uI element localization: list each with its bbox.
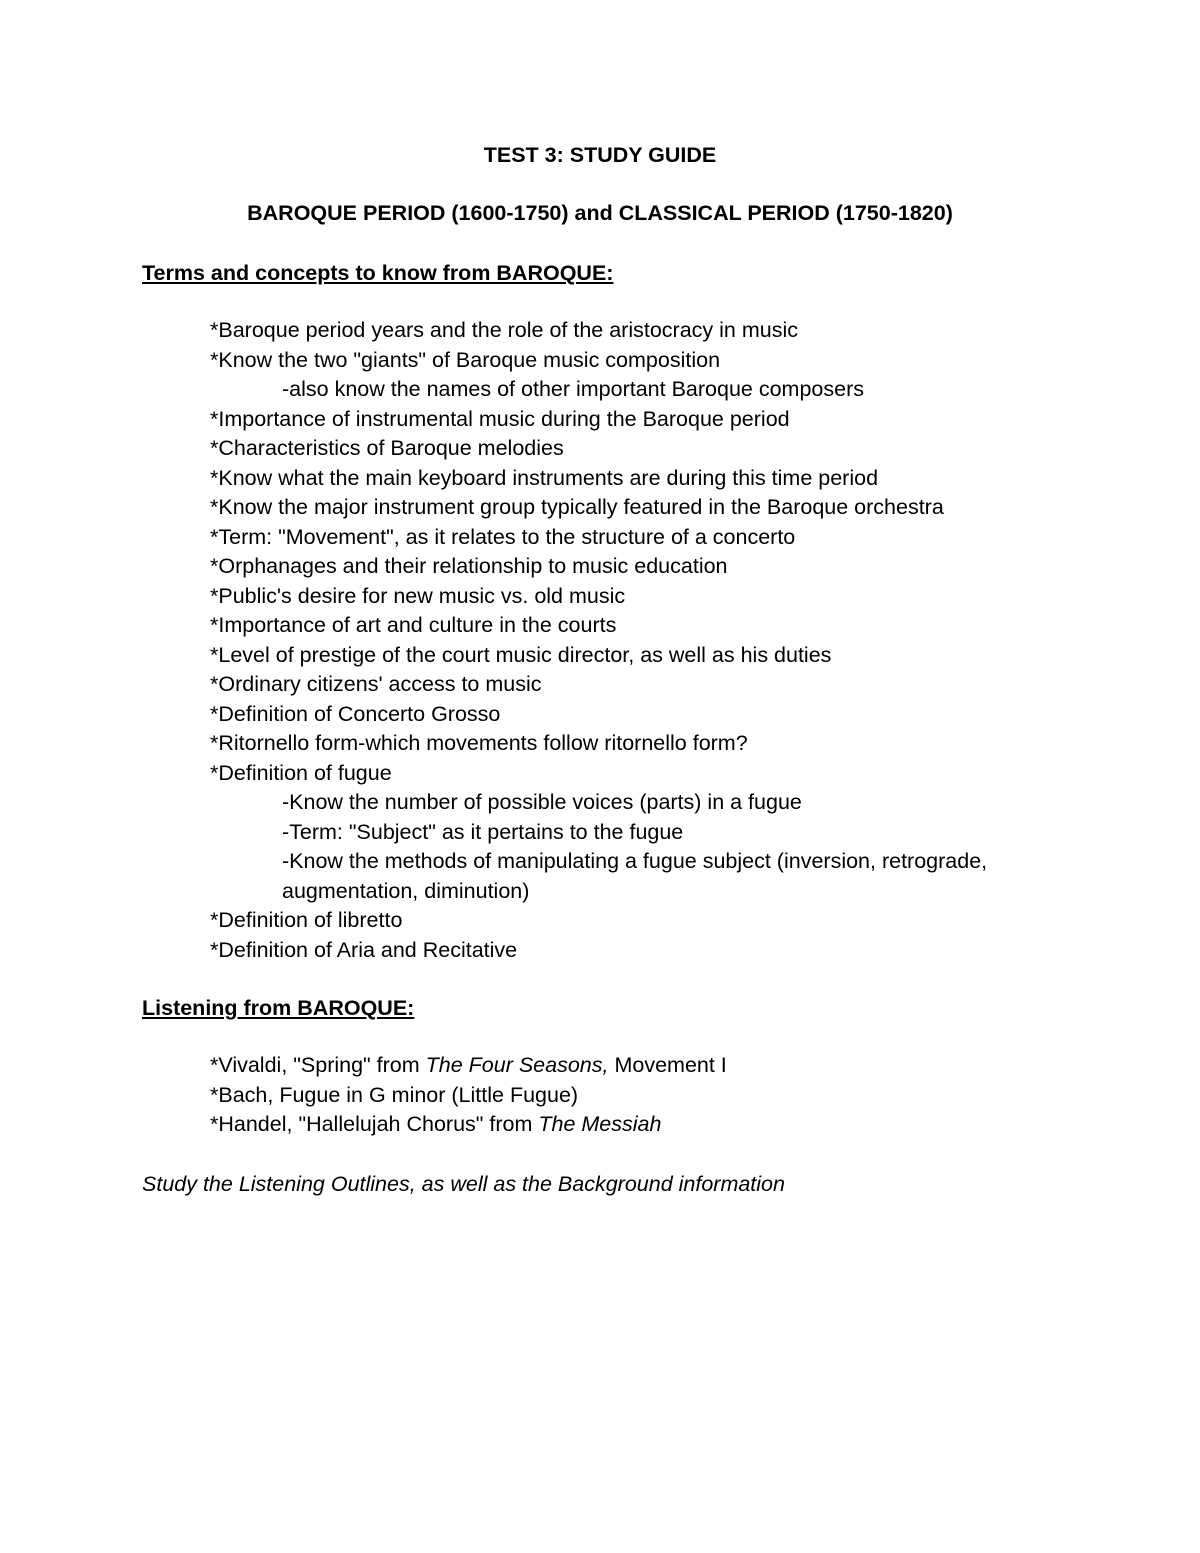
listening-text: *Bach, Fugue in G minor (Little Fugue): [210, 1082, 579, 1107]
listening-item: [210, 1051, 1070, 1081]
terms-list: [210, 316, 1070, 965]
listening-item: [210, 1110, 1070, 1140]
list-item: *Definition of Aria and Recitative: [210, 937, 518, 962]
list-item: *Importance of instrumental music during the Baroque period: [210, 406, 790, 431]
list-item: *Orphanages and their relationship to music education: [210, 554, 728, 578]
list-item: *Definition of libretto: [210, 908, 403, 932]
listening-text: *Handel, "Hallelujah Chorus" from: [210, 1112, 539, 1136]
listening-list: [210, 1051, 1070, 1140]
listening-item: [210, 1081, 1070, 1111]
list-item: *Term: "Movement", as it relates to the structure of a concerto: [210, 524, 796, 549]
list-subitem: -Know the number of possible voices (parts) in a fugue: [282, 790, 802, 814]
list-item: *Ordinary citizens' access to music: [210, 672, 542, 696]
terms-heading: Terms and concepts to know from BAROQUE:: [142, 261, 614, 285]
listening-heading: Listening from BAROQUE:: [142, 996, 415, 1020]
list-item: *Know the two "giants" of Baroque music composition: [210, 347, 721, 372]
list-item: *Baroque period years and the role of the aristocracy in music: [210, 318, 798, 342]
list-item: *Characteristics of Baroque melodies: [210, 436, 564, 460]
list-item: *Know what the main keyboard instruments are during this time period: [210, 465, 879, 490]
list-item: *Know the major instrument group typically featured in the Baroque orchestra: [210, 495, 944, 519]
work-title: The Messiah: [538, 1112, 662, 1136]
list-item: *Definition of Concerto Grosso: [210, 701, 501, 726]
list-item: *Importance of art and culture in the courts: [210, 613, 617, 637]
list-subitem: -Term: "Subject" as it pertains to the fugue: [282, 819, 684, 844]
list-item: *Definition of fugue: [210, 760, 392, 785]
list-item: *Ritornello form-which movements follow ritornello form?: [210, 731, 748, 755]
list-item: *Level of prestige of the court music director, as well as his duties: [210, 642, 832, 667]
document-title: TEST 3: STUDY GUIDE: [483, 143, 717, 167]
study-note: Study the Listening Outlines, as well as the Background information: [142, 1172, 785, 1196]
listening-text: Movement I: [608, 1053, 727, 1077]
list-subitem: -Know the methods of manipulating a fugue subject (inversion, retrograde,: [282, 849, 988, 873]
listening-text: *Vivaldi, "Spring" from: [210, 1053, 426, 1077]
list-subitem-continuation: augmentation, diminution): [282, 878, 530, 903]
work-title: The Four Seasons,: [425, 1053, 609, 1077]
document-subtitle: BAROQUE PERIOD (1600-1750) and CLASSICAL PERIOD (1750-1820): [247, 201, 953, 225]
list-item: *Public's desire for new music vs. old music: [210, 583, 626, 608]
list-subitem: -also know the names of other important Baroque composers: [282, 377, 864, 401]
